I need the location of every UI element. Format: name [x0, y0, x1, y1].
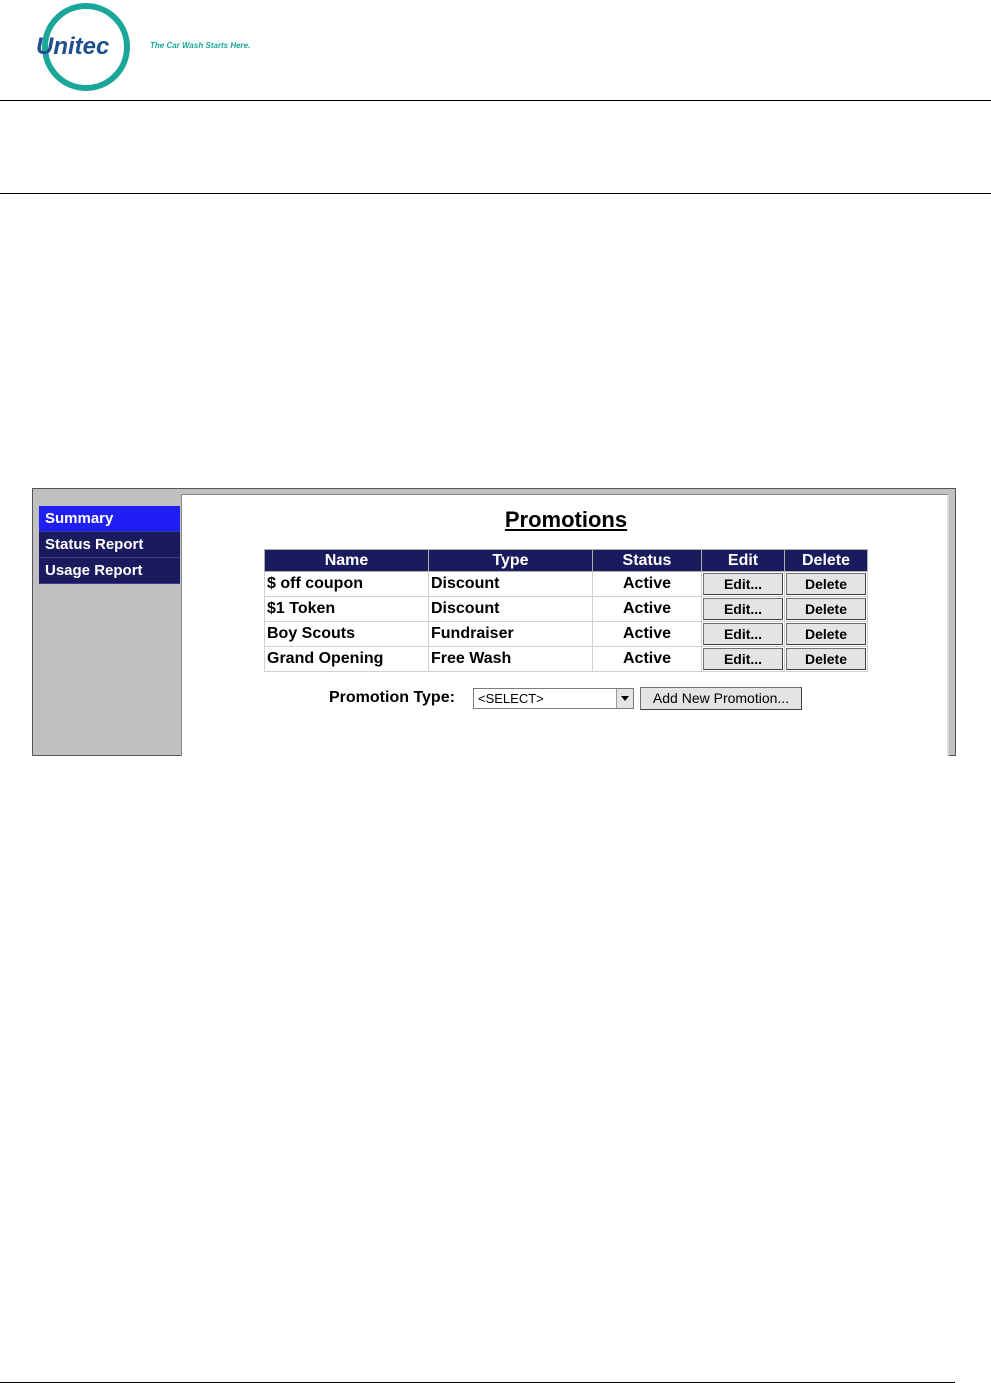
- table-row: [265, 647, 868, 672]
- promo-status: Active: [593, 572, 702, 597]
- promo-name: $1 Token: [265, 597, 429, 622]
- promotion-type-select[interactable]: [473, 688, 634, 709]
- edit-button[interactable]: Edit...: [703, 573, 783, 595]
- promo-type: Free Wash: [429, 647, 593, 672]
- main-content: [181, 494, 949, 756]
- add-new-promotion-button[interactable]: Add New Promotion...: [640, 687, 802, 710]
- sidebar-item-status-report[interactable]: Status Report: [39, 532, 180, 558]
- column-header-status: Status: [593, 550, 702, 572]
- promotions-table: [264, 549, 868, 672]
- promo-name: $ off coupon: [265, 572, 429, 597]
- sidebar-item-usage-report[interactable]: Usage Report: [39, 558, 180, 584]
- column-header-name: Name: [265, 550, 429, 572]
- promo-status: Active: [593, 622, 702, 647]
- promotion-type-label: Promotion Type:: [329, 689, 455, 706]
- logo-brand-text: Unitec: [36, 33, 110, 60]
- column-header-edit: Edit: [702, 550, 785, 572]
- promo-status: Active: [593, 647, 702, 672]
- sidebar-item-summary[interactable]: Summary: [39, 506, 180, 532]
- header-rule: [0, 100, 991, 101]
- promo-type: Discount: [429, 597, 593, 622]
- promo-name: Grand Opening: [265, 647, 429, 672]
- column-header-delete: Delete: [785, 550, 868, 572]
- promo-status: Active: [593, 597, 702, 622]
- table-row: [265, 622, 868, 647]
- edit-button[interactable]: Edit...: [703, 648, 783, 670]
- edit-button[interactable]: Edit...: [703, 598, 783, 620]
- table-header-row: [265, 550, 868, 572]
- promo-type: Discount: [429, 572, 593, 597]
- promotions-screenshot: [32, 488, 956, 756]
- dropdown-arrow-icon[interactable]: [616, 689, 633, 708]
- delete-button[interactable]: Delete: [786, 648, 866, 670]
- table-row: [265, 597, 868, 622]
- delete-button[interactable]: Delete: [786, 623, 866, 645]
- section-rule: [0, 193, 991, 194]
- delete-button[interactable]: Delete: [786, 598, 866, 620]
- tagline: The Car Wash Starts Here.: [150, 41, 251, 50]
- edit-button[interactable]: Edit...: [703, 623, 783, 645]
- table-row: [265, 572, 868, 597]
- promotion-type-selected-value: <SELECT>: [478, 691, 544, 706]
- promo-type: Fundraiser: [429, 622, 593, 647]
- delete-button[interactable]: Delete: [786, 573, 866, 595]
- page-title: Promotions: [504, 507, 628, 532]
- promo-name: Boy Scouts: [265, 622, 429, 647]
- unitec-logo: [34, 2, 138, 92]
- column-header-type: Type: [429, 550, 593, 572]
- sidebar-nav: [39, 506, 180, 584]
